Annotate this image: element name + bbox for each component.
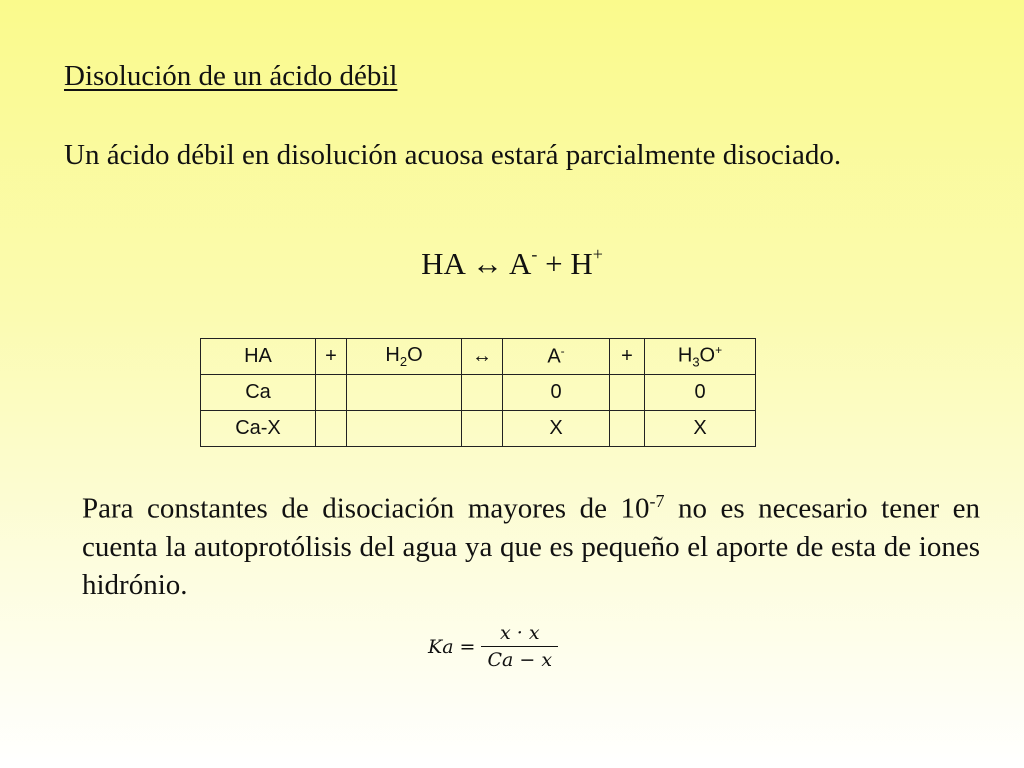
empty-cell <box>347 411 462 447</box>
header-h2o: $H_2O$ <box>347 339 462 375</box>
empty-cell <box>462 411 503 447</box>
equation-lhs: HA <box>421 246 465 281</box>
anion-cell: X <box>503 411 610 447</box>
empty-cell <box>610 375 645 411</box>
empty-cell <box>316 375 347 411</box>
formula-lhs: Ka = <box>428 635 476 658</box>
equation-proton: H <box>570 246 593 281</box>
row-label: Ca-X <box>201 411 316 447</box>
slide-title: Disolución de un ácido débil <box>64 60 398 92</box>
header-plus-2: + <box>610 339 645 375</box>
h3o-cell: 0 <box>645 375 756 411</box>
h3o-cell: X <box>645 411 756 447</box>
equation-arrow: ↔ <box>471 246 503 281</box>
exponent: -7 <box>649 491 665 511</box>
table-row <box>201 375 756 411</box>
header-ha: HA <box>201 339 316 375</box>
equation-anion-charge: - <box>531 243 538 264</box>
empty-cell <box>347 375 462 411</box>
dissociation-note-paragraph: Para constantes de disociación mayores de $10^{-7}$ no es necesario tener en cuenta la autoprotólisis del agua ya que es pequeño el aporte de esta de iones hidrónio. <box>82 491 980 601</box>
equation-anion: A <box>508 246 532 281</box>
anion-cell: 0 <box>503 375 610 411</box>
equation-proton-charge: + <box>592 243 603 264</box>
fraction-numerator: x · x <box>500 622 540 644</box>
header-plus-1: + <box>316 339 347 375</box>
fraction <box>481 622 558 671</box>
header-arrow: ↔ <box>462 339 503 375</box>
fraction-denominator: Ca − x <box>487 649 553 671</box>
dissociation-equation <box>0 243 1024 282</box>
table-header-row <box>201 339 756 375</box>
equation-plus: + <box>545 246 563 281</box>
header-anion: A- <box>503 339 610 375</box>
ka-formula <box>428 622 558 671</box>
equilibrium-table <box>200 338 756 447</box>
row-label: Ca <box>201 375 316 411</box>
empty-cell <box>316 411 347 447</box>
header-h3o: $H_3O^+$ <box>645 339 756 375</box>
intro-paragraph: Un ácido débil en disolución acuosa estará parcialmente disociado. <box>64 139 842 171</box>
empty-cell <box>462 375 503 411</box>
table-row <box>201 411 756 447</box>
empty-cell <box>610 411 645 447</box>
